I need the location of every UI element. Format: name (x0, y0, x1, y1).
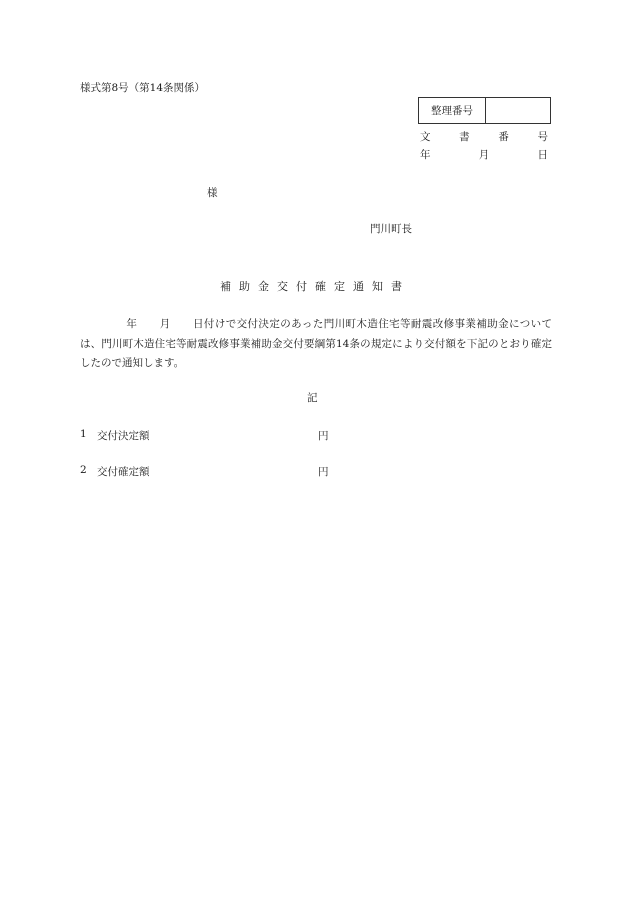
date-month-label: 月 (478, 149, 490, 161)
document-number-char: 番 (498, 131, 509, 143)
issuer-title: 門川町長 (370, 223, 412, 235)
item-unit: 円 (318, 430, 329, 442)
reference-number-field[interactable] (486, 98, 550, 123)
body-date-month: 月 (159, 318, 171, 330)
addressee-suffix: 様 (207, 187, 218, 199)
item-label: 交付確定額 (97, 466, 150, 478)
body-date-year: 年 (126, 318, 138, 330)
document-number-char: 文 (420, 131, 431, 143)
document-number-char: 書 (459, 131, 470, 143)
date-year-label: 年 (420, 149, 431, 161)
ki-heading: 記 (307, 392, 318, 404)
date-day-label: 日 (537, 149, 548, 161)
reference-number-box (418, 97, 551, 124)
document-number-char: 号 (537, 131, 548, 143)
issue-date-row (420, 147, 548, 162)
body-text: 日付けで交付決定のあった門川町木造住宅等耐震改修事業補助金については、門川町木造住宅等耐震改修事業補助金交付要綱第14条の規定により交付額を下記のとおり確定したので通知します。 (80, 318, 553, 369)
item-unit: 円 (318, 466, 329, 478)
item-number: 2 (80, 464, 87, 476)
item-label: 交付決定額 (97, 430, 150, 442)
body-paragraph (80, 315, 552, 374)
form-number: 様式第8号（第14条関係） (80, 82, 206, 94)
item-number: 1 (80, 428, 87, 440)
document-number-row (420, 129, 548, 144)
reference-number-label: 整理番号 (419, 98, 486, 123)
document-title: 補助金交付確定通知書 (220, 280, 410, 293)
